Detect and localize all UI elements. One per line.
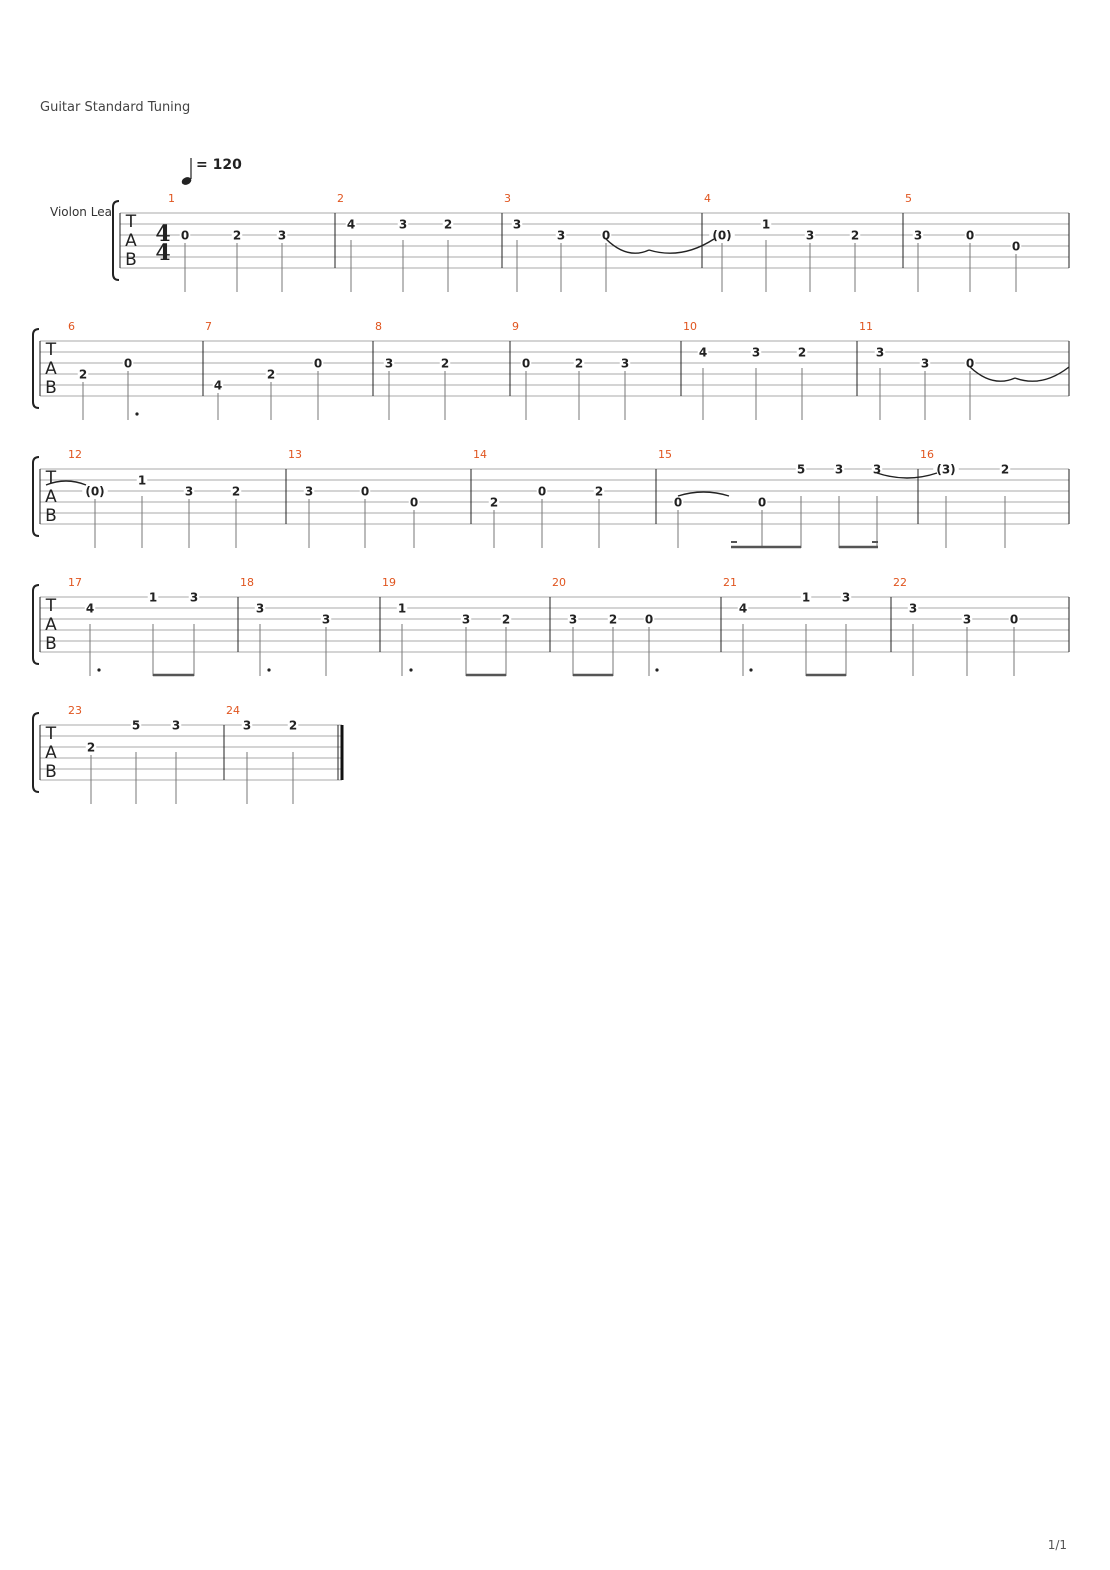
fret-number: 0	[644, 612, 654, 627]
fret-number: 4	[213, 378, 223, 393]
rhythm-dot	[97, 668, 100, 671]
fret-number: 3	[834, 462, 844, 477]
measure-number: 6	[68, 320, 75, 333]
fret-number: 2	[443, 217, 453, 232]
rhythm-dot	[409, 668, 412, 671]
measure-number: 5	[905, 192, 912, 205]
fret-number: (0)	[712, 228, 732, 243]
fret-number: 3	[384, 356, 394, 371]
fret-number: 2	[86, 740, 96, 755]
tab-system	[113, 192, 1069, 292]
measure-number: 3	[504, 192, 511, 205]
measure	[658, 448, 882, 548]
measure-number: 22	[893, 576, 907, 589]
time-signature-top: 4	[155, 221, 171, 247]
fret-number: 0	[409, 495, 419, 510]
measure-number: 21	[723, 576, 737, 589]
fret-number: 2	[266, 367, 276, 382]
tuning-label: Guitar Standard Tuning	[40, 100, 191, 115]
measure	[704, 192, 860, 292]
measure	[859, 320, 975, 420]
fret-number: 2	[232, 228, 242, 243]
measure-number: 12	[68, 448, 82, 461]
system-bracket	[33, 713, 39, 792]
tab-clef-letter: T	[45, 340, 57, 360]
tab-clef-letter: T	[45, 596, 57, 616]
fret-number: 0	[1009, 612, 1019, 627]
tab-clef-letter: A	[45, 615, 57, 635]
fret-number: 0	[965, 228, 975, 243]
fret-number: (0)	[85, 484, 105, 499]
fret-number: 2	[574, 356, 584, 371]
measure	[512, 320, 630, 420]
tempo-value: = 120	[196, 157, 242, 173]
fret-number: 3	[620, 356, 630, 371]
fret-number: 0	[123, 356, 133, 371]
measure	[68, 576, 199, 676]
fret-number: 2	[850, 228, 860, 243]
tab-clef-letter: B	[45, 506, 57, 526]
measure	[68, 704, 181, 804]
fret-number: 4	[346, 217, 356, 232]
fret-number: 1	[148, 590, 158, 605]
fret-number: 2	[231, 484, 241, 499]
fret-number: 3	[920, 356, 930, 371]
measure	[473, 448, 604, 548]
fret-number: 1	[801, 590, 811, 605]
fret-number: 2	[501, 612, 511, 627]
fret-number: 0	[673, 495, 683, 510]
measure	[683, 320, 807, 420]
measure	[552, 576, 654, 676]
fret-number: 3	[255, 601, 265, 616]
measure	[375, 320, 450, 420]
fret-number: 0	[521, 356, 531, 371]
fret-number: 1	[137, 473, 147, 488]
measure-number: 14	[473, 448, 487, 461]
fret-number: 4	[738, 601, 748, 616]
measure-number: 9	[512, 320, 519, 333]
fret-number: 3	[242, 718, 252, 733]
rhythm-dot	[749, 668, 752, 671]
measure-number: 11	[859, 320, 873, 333]
measure-number: 19	[382, 576, 396, 589]
fret-number: 0	[360, 484, 370, 499]
measure-number: 17	[68, 576, 82, 589]
tab-clef-letter: T	[125, 212, 137, 232]
fret-number: (3)	[936, 462, 956, 477]
tab-clef-letter: B	[45, 762, 57, 782]
fret-number: 2	[594, 484, 604, 499]
tempo-marking	[180, 157, 242, 186]
fret-number: 3	[751, 345, 761, 360]
tab-system	[33, 704, 342, 804]
fret-number: 2	[1000, 462, 1010, 477]
fret-number: 2	[288, 718, 298, 733]
fret-number: 3	[461, 612, 471, 627]
tab-system	[33, 448, 1069, 548]
measure	[68, 320, 133, 420]
fret-number: 0	[537, 484, 547, 499]
rhythm-dot	[267, 668, 270, 671]
fret-number: 3	[398, 217, 408, 232]
fret-number: 0	[313, 356, 323, 371]
fret-number: 3	[568, 612, 578, 627]
fret-number: 3	[908, 601, 918, 616]
system-bracket	[33, 329, 39, 408]
tab-system	[33, 320, 1069, 420]
fret-number: 3	[321, 612, 331, 627]
tab-clef-letter: B	[45, 378, 57, 398]
tab-clef-letter: T	[45, 468, 57, 488]
time-signature-bottom: 4	[155, 240, 171, 266]
measure	[337, 192, 453, 292]
tab-clef-letter: A	[45, 359, 57, 379]
tab-clef-letter: A	[45, 487, 57, 507]
measure-number: 13	[288, 448, 302, 461]
tie-arc	[877, 473, 937, 478]
fret-number: 3	[304, 484, 314, 499]
measure-number: 16	[920, 448, 934, 461]
fret-number: 3	[875, 345, 885, 360]
fret-number: 0	[757, 495, 767, 510]
rhythm-dot	[655, 668, 658, 671]
fret-number: 0	[601, 228, 611, 243]
fret-number: 0	[965, 356, 975, 371]
fret-number: 2	[440, 356, 450, 371]
tab-clef-letter: A	[45, 743, 57, 763]
measure	[920, 448, 1010, 548]
tab-clef-letter: B	[125, 250, 137, 270]
fret-number: 2	[489, 495, 499, 510]
measure-number: 24	[226, 704, 240, 717]
fret-number: 5	[131, 718, 141, 733]
measure	[288, 448, 419, 548]
fret-number: 3	[189, 590, 199, 605]
fret-number: 3	[184, 484, 194, 499]
fret-number: 1	[397, 601, 407, 616]
measure-number: 7	[205, 320, 212, 333]
system-bracket	[33, 457, 39, 536]
system-bracket	[33, 585, 39, 664]
fret-number: 2	[608, 612, 618, 627]
fret-number: 3	[277, 228, 287, 243]
measure-number: 18	[240, 576, 254, 589]
fret-number: 3	[913, 228, 923, 243]
fret-number: 2	[78, 367, 88, 382]
fret-number: 4	[698, 345, 708, 360]
fret-number: 1	[761, 217, 771, 232]
tie-arc	[678, 492, 729, 496]
measure-number: 23	[68, 704, 82, 717]
tab-system	[33, 576, 1069, 676]
fret-number: 5	[796, 462, 806, 477]
measure	[205, 320, 323, 420]
measure	[226, 704, 298, 804]
fret-number: 3	[171, 718, 181, 733]
measure-number: 8	[375, 320, 382, 333]
tab-clef-letter: T	[45, 724, 57, 744]
instrument-name: Violon Lea	[50, 205, 112, 219]
measure-number: 10	[683, 320, 697, 333]
measure-number: 4	[704, 192, 711, 205]
fret-number: 3	[556, 228, 566, 243]
fret-number: 3	[841, 590, 851, 605]
fret-number: 4	[85, 601, 95, 616]
measure	[68, 448, 241, 548]
tab-clef-letter: B	[45, 634, 57, 654]
system-bracket	[113, 201, 119, 280]
measure-number: 1	[168, 192, 175, 205]
fret-number: 0	[1011, 239, 1021, 254]
measure	[168, 192, 287, 292]
measure	[382, 576, 511, 676]
measure	[905, 192, 1021, 292]
fret-number: 2	[797, 345, 807, 360]
fret-number: 3	[962, 612, 972, 627]
page-number: 1/1	[1047, 1538, 1067, 1552]
rhythm-dot	[135, 412, 138, 415]
measure-number: 20	[552, 576, 566, 589]
fret-number: 3	[872, 462, 882, 477]
measure-number: 15	[658, 448, 672, 461]
fret-number: 3	[512, 217, 522, 232]
tab-systems	[33, 192, 1069, 804]
measure	[240, 576, 331, 676]
measure	[723, 576, 851, 676]
fret-number: 3	[805, 228, 815, 243]
measure	[893, 576, 1019, 676]
tab-clef-letter: A	[125, 231, 137, 251]
measure-number: 2	[337, 192, 344, 205]
fret-number: 0	[180, 228, 190, 243]
measure	[504, 192, 611, 292]
